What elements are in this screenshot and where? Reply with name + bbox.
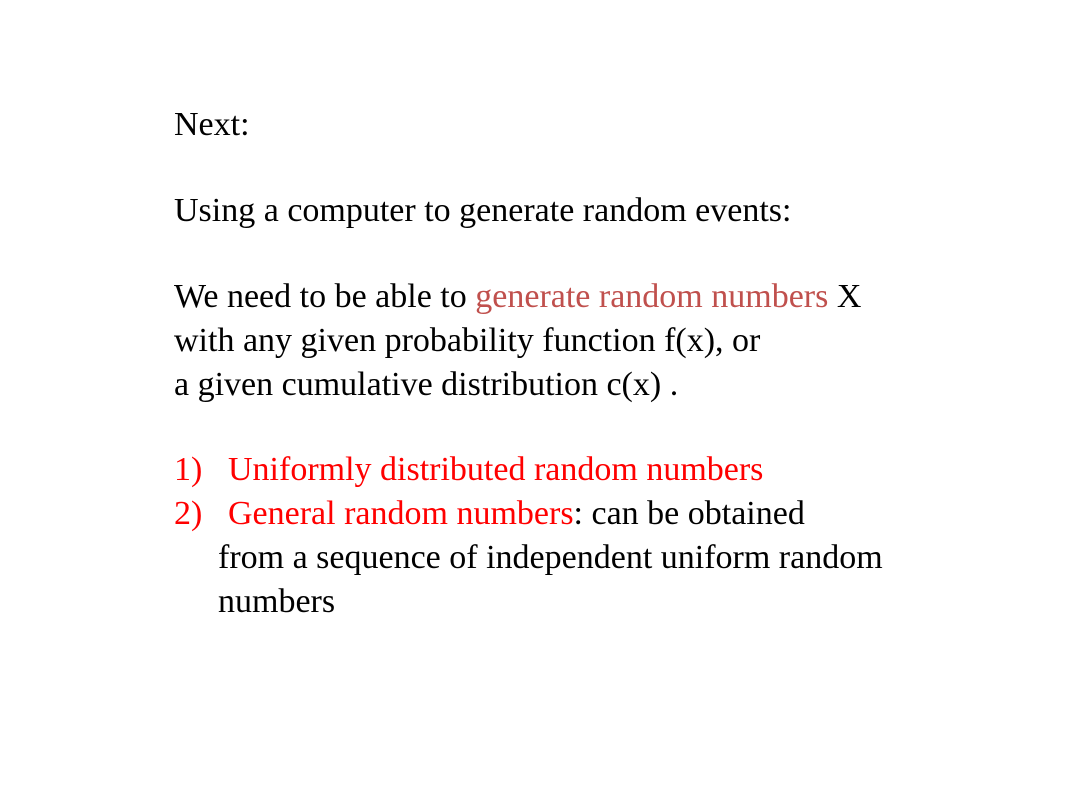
list-item-2-line-3: numbers [218,583,336,620]
intro-paragraph [174,189,791,233]
list-item-2-line-2: from a sequence of independent uniform random [218,539,883,576]
list-item-2-highlight: General random numbers [228,495,574,532]
numbered-list [174,448,883,624]
using-line: Using a computer to generate random events: [174,192,792,229]
list-item-2 [174,492,883,536]
requirement-paragraph [174,275,861,407]
list-item-1 [174,448,883,492]
list-item-1-text: Uniformly distributed random numbers [228,451,764,488]
list-item-2-number: 2) [174,495,203,532]
requirement-line-2: with any given probability function f(x), or [174,322,761,359]
next-label: Next: [174,106,250,143]
requirement-line-1 [174,275,861,319]
requirement-suffix: X [828,278,862,315]
generate-random-numbers-highlight: generate random numbers [475,278,829,315]
requirement-line-3: a given cumulative distribution c(x) . [174,366,679,403]
requirement-prefix: We need to be able to [174,278,476,315]
list-item-2-rest: : can be obtained [573,495,805,532]
next-heading [174,103,250,147]
list-item-1-number: 1) [174,451,203,488]
